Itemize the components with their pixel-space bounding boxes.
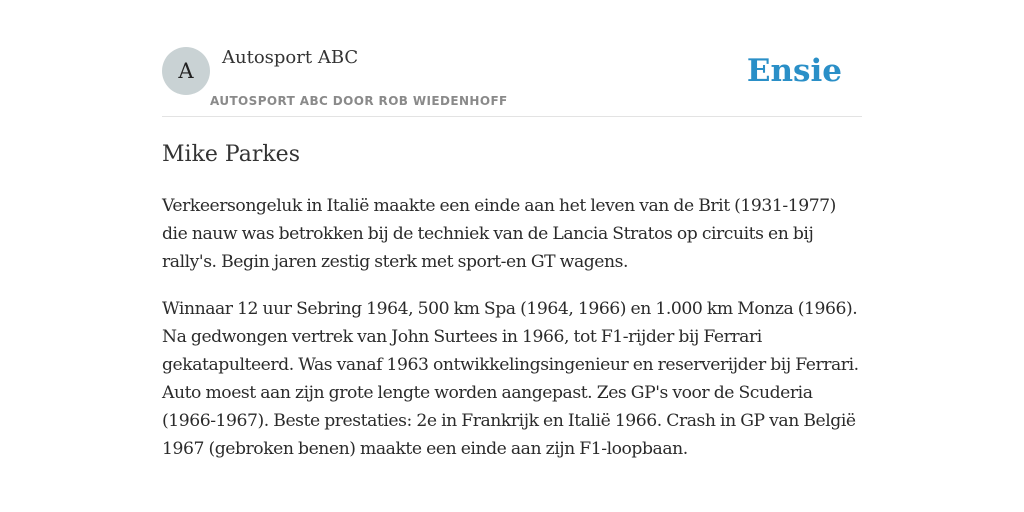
author-name[interactable]: Autosport ABC bbox=[222, 47, 359, 68]
author-subtitle: AUTOSPORT ABC DOOR ROB WIEDENHOFF bbox=[210, 94, 508, 108]
article-paragraph: Verkeersongeluk in Italië maakte een einde aan het leven van de Brit (1931-1977) die nauw was betrokken bij de techniek van de Lancia Stratos op circuits en bij rally's. Begin jaren zestig sterk met sport-en GT wagens. bbox=[162, 196, 836, 272]
article-header bbox=[162, 46, 862, 117]
site-logo[interactable]: Ensie bbox=[746, 53, 842, 89]
article-title: Mike Parkes bbox=[162, 142, 300, 167]
author-avatar[interactable]: A bbox=[162, 47, 210, 95]
article-paragraph: Winnaar 12 uur Sebring 1964, 500 km Spa (1964, 1966) en 1.000 km Monza (1966). Na gedwongen vertrek van John Surtees in 1966, tot F1-rijder bij Ferrari gekatapulteerd. Was vanaf 1963 ontwikkelingsingenieur en reserverijder bij Ferrari. Auto moest aan zijn grote lengte worden aangepast. Zes GP's voor de Scuderia (1966-1967). Beste prestaties: 2e in Frankrijk en Italië 1966. Crash in GP van België 1967 (gebroken benen) maakte een einde aan zijn F1-loopbaan. bbox=[162, 299, 859, 459]
